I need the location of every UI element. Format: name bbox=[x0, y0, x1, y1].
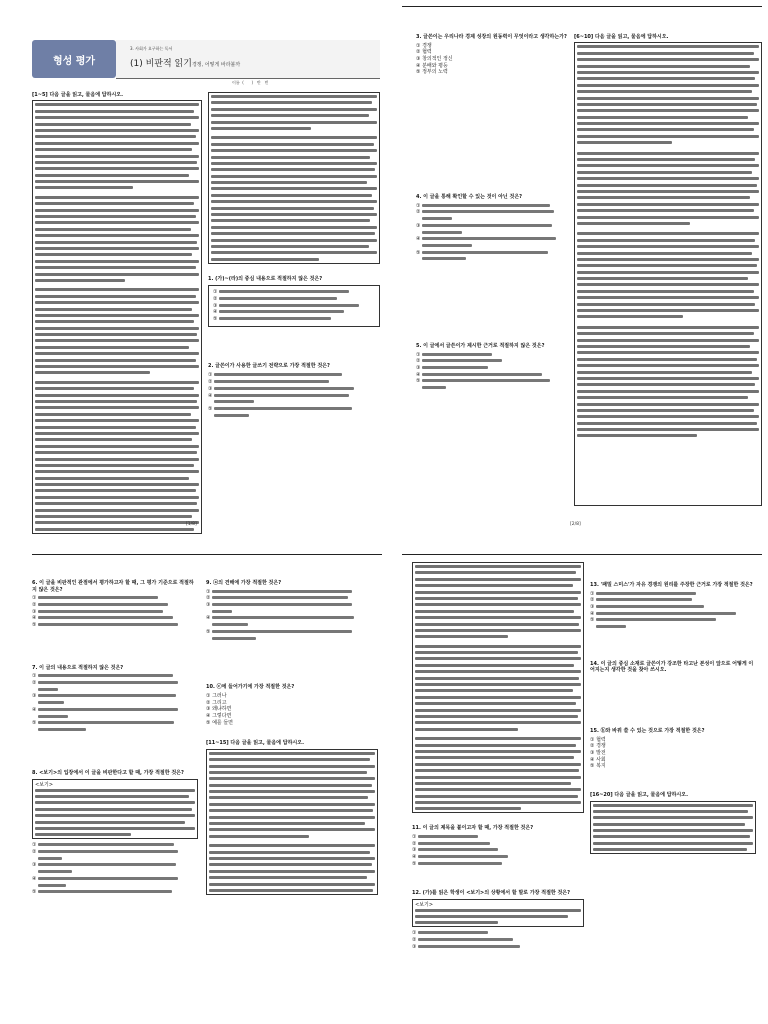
q9-option-5[interactable]: ⑤ bbox=[206, 629, 378, 642]
q11-option-2[interactable]: ② bbox=[412, 841, 584, 848]
question-8-options[interactable] bbox=[32, 842, 198, 896]
question-2: 2. 글쓴이가 사용한 글쓰기 전략으로 가장 적절한 것은? bbox=[208, 362, 330, 369]
q10-option-3[interactable]: ③ 왜냐하면 bbox=[206, 706, 232, 713]
q13-option-5[interactable]: ⑤ bbox=[590, 617, 756, 630]
q15-option-2[interactable]: ② 경쟁 bbox=[590, 743, 606, 750]
question-6: 6. 이 글을 비판적인 관점에서 평가하고자 할 때, 그 평가 기준으로 적절하지 않은 것은? bbox=[32, 580, 194, 593]
header-title-block bbox=[116, 40, 380, 79]
q9-option-3[interactable]: ③ bbox=[206, 602, 378, 615]
q5-option-4[interactable]: ④ bbox=[416, 372, 568, 379]
q3-option-2[interactable]: ② 협력 bbox=[416, 49, 432, 56]
question-3: 3. 글쓴이는 우리나라 경제 성장의 원동력이 무엇이라고 생각하는가? bbox=[416, 34, 567, 40]
q9-option-4[interactable]: ④ bbox=[206, 615, 378, 628]
q7-option-3[interactable]: ③ bbox=[32, 693, 198, 706]
bogi-label: <보기> bbox=[415, 902, 434, 909]
q11-option-5[interactable]: ⑤ bbox=[412, 861, 584, 868]
page3-right-column bbox=[206, 580, 378, 895]
section-instruction: [1~5] 다음 글을 읽고, 물음에 답하시오. bbox=[32, 92, 124, 98]
header-subtitle: 3. 사회가 요구하는 독서 bbox=[130, 46, 173, 51]
q12-option-1[interactable]: ① bbox=[412, 930, 584, 937]
question-12: 12. (가)를 읽은 학생이 <보기>의 상황에서 할 말로 가장 적절한 것은? bbox=[412, 889, 571, 896]
q3-option-4[interactable]: ④ 분배와 평등 bbox=[416, 62, 448, 69]
bogi-box-q12 bbox=[412, 899, 584, 927]
q4-option-3[interactable]: ③ bbox=[416, 223, 568, 236]
passage-box-11-15 bbox=[206, 749, 378, 895]
q7-option-2[interactable]: ② bbox=[32, 680, 198, 693]
page4-right-column bbox=[590, 582, 756, 854]
q13-option-4[interactable]: ④ bbox=[590, 611, 756, 618]
q2-option-2[interactable]: ② bbox=[208, 379, 380, 386]
question-9: 9. ⓐ의 견해에 가장 적절한 것은? bbox=[206, 580, 282, 586]
q1-option-2[interactable]: ② bbox=[213, 296, 375, 303]
question-1-options[interactable] bbox=[208, 285, 380, 327]
question-11: 11. 이 글의 제목을 붙이고자 할 때, 가장 적절한 것은? bbox=[412, 825, 534, 832]
q8-option-3[interactable]: ③ bbox=[32, 862, 198, 875]
q6-option-4[interactable]: ④ bbox=[32, 615, 198, 622]
q3-option-3[interactable]: ③ 창의적인 정신 bbox=[416, 56, 453, 62]
q8-option-4[interactable]: ④ bbox=[32, 876, 198, 889]
question-7-options[interactable] bbox=[32, 673, 198, 733]
header-title bbox=[130, 56, 240, 69]
q2-option-5[interactable]: ⑤ bbox=[208, 406, 380, 419]
passage-box-continued bbox=[412, 562, 584, 813]
q3-option-1[interactable]: ① 경쟁 bbox=[416, 42, 432, 49]
q2-option-3[interactable]: ③ bbox=[208, 386, 380, 393]
q6-option-3[interactable]: ③ bbox=[32, 609, 198, 616]
q6-option-2[interactable]: ② bbox=[32, 602, 198, 609]
q1-option-4[interactable]: ④ bbox=[213, 309, 375, 316]
q4-option-2[interactable]: ② bbox=[416, 209, 568, 222]
q10-option-1[interactable]: ① 그러나 bbox=[206, 692, 227, 699]
question-5-options[interactable] bbox=[416, 352, 568, 392]
question-5: 5. 이 글에서 글쓴이가 제시한 근거로 적절하지 않은 것은? bbox=[416, 343, 545, 350]
question-3-options[interactable] bbox=[416, 43, 568, 77]
page-3 bbox=[0, 548, 388, 1024]
question-12-options[interactable] bbox=[412, 930, 584, 950]
q6-option-5[interactable]: ⑤ bbox=[32, 622, 198, 629]
question-15-options[interactable] bbox=[590, 737, 756, 771]
page3-left-column bbox=[32, 580, 198, 896]
question-4-options[interactable] bbox=[416, 203, 568, 263]
worksheet-header bbox=[32, 40, 380, 78]
q13-option-1[interactable]: ① bbox=[590, 591, 756, 598]
q12-option-2[interactable]: ② bbox=[412, 937, 584, 944]
page1-right-column bbox=[208, 92, 380, 419]
passage-box-6-10 bbox=[574, 42, 762, 506]
question-13: 13. '패밀 스미스'가 자유 경쟁의 원리를 주장한 근거로 가장 적절한 것은? bbox=[590, 582, 753, 588]
q4-option-5[interactable]: ⑤ bbox=[416, 250, 568, 263]
q2-option-1[interactable]: ① bbox=[208, 372, 380, 379]
q12-option-3[interactable]: ③ bbox=[412, 944, 584, 951]
q8-option-2[interactable]: ② bbox=[32, 849, 198, 862]
question-8: 8. <보기>의 입장에서 이 글을 비판한다고 할 때, 가장 적절한 것은? bbox=[32, 769, 184, 776]
q1-option-1[interactable]: ① bbox=[213, 289, 375, 296]
q13-option-2[interactable]: ② bbox=[590, 597, 756, 604]
question-2-options[interactable] bbox=[208, 372, 380, 419]
passage-text-a bbox=[35, 103, 199, 530]
q8-option-5[interactable]: ⑤ bbox=[32, 889, 198, 896]
page2-left-column bbox=[416, 34, 568, 392]
q6-option-1[interactable]: ① bbox=[32, 595, 198, 602]
q5-option-2[interactable]: ② bbox=[416, 358, 568, 365]
q15-option-4[interactable]: ④ 사회 bbox=[590, 756, 606, 763]
page-top-rule bbox=[32, 554, 382, 555]
q15-option-1[interactable]: ① 협력 bbox=[590, 736, 606, 743]
page-top-rule bbox=[402, 6, 762, 7]
q10-option-2[interactable]: ② 그리고 bbox=[206, 699, 227, 706]
page4-left-column bbox=[412, 562, 584, 950]
page1-left-column bbox=[32, 92, 202, 534]
question-4: 4. 이 글을 통해 확인할 수 있는 것이 아닌 것은? bbox=[416, 194, 523, 201]
passage-box-continued bbox=[208, 92, 380, 264]
q8-option-1[interactable]: ① bbox=[32, 842, 198, 849]
q2-option-4[interactable]: ④ bbox=[208, 393, 380, 406]
q11-option-1[interactable]: ① bbox=[412, 834, 584, 841]
question-7: 7. 이 글의 내용으로 적절하지 않은 것은? bbox=[32, 664, 124, 671]
q7-option-1[interactable]: ① bbox=[32, 673, 198, 680]
page-1 bbox=[0, 0, 388, 540]
page-4 bbox=[394, 548, 768, 1024]
question-10: 10. ⓒ에 들어가기에 가장 적절한 것은? bbox=[206, 684, 295, 691]
question-14: 14. 이 글의 중심 소재로 글쓴이가 강조한 타고난 본성이 앞으로 어떻게 이어지는지 생각한 것을 찾아 쓰시오. bbox=[590, 660, 754, 674]
q9-option-2[interactable]: ② bbox=[206, 595, 378, 602]
q11-option-4[interactable]: ④ bbox=[412, 854, 584, 861]
q15-option-5[interactable]: ⑤ 복지 bbox=[590, 763, 606, 770]
bogi-box-q8 bbox=[32, 779, 198, 839]
section-instruction-11-15: [11~15] 다음 글을 읽고, 물음에 답하시오. bbox=[206, 740, 304, 747]
q15-option-3[interactable]: ③ 발전 bbox=[590, 750, 606, 756]
q4-option-1[interactable]: ① bbox=[416, 203, 568, 210]
page-number: [1/8] bbox=[186, 522, 197, 527]
q7-option-4[interactable]: ④ bbox=[32, 707, 198, 720]
question-10-options[interactable] bbox=[206, 693, 378, 727]
q11-option-3[interactable]: ③ bbox=[412, 847, 584, 854]
page-top-rule bbox=[402, 554, 762, 555]
header-title-main: (1) 비판적 읽기 bbox=[130, 59, 192, 69]
q1-option-5[interactable]: ⑤ bbox=[213, 316, 375, 323]
q1-option-3[interactable]: ③ bbox=[213, 303, 375, 310]
q13-option-3[interactable]: ③ bbox=[590, 604, 756, 611]
q5-option-3[interactable]: ③ bbox=[416, 365, 568, 372]
question-1: 1. (가)~(라)의 중심 내용으로 적절하지 않은 것은? bbox=[208, 275, 323, 282]
page-2 bbox=[394, 0, 768, 540]
q5-option-5[interactable]: ⑤ bbox=[416, 378, 568, 391]
q10-option-4[interactable]: ④ 그렇다면 bbox=[206, 712, 232, 719]
header-badge: 형성 평가 bbox=[32, 40, 116, 78]
bogi-label: <보기> bbox=[35, 782, 54, 789]
page-number: [2/8] bbox=[570, 522, 581, 527]
passage-box bbox=[32, 100, 202, 533]
header-title-tail: 경쟁, 어떻게 바라볼까 bbox=[191, 62, 241, 68]
section-instruction-6-10: [6~10] 다음 글을 읽고, 물음에 답하시오. bbox=[574, 34, 669, 40]
question-6-options[interactable] bbox=[32, 595, 198, 629]
question-15: 15. ⓑ와 바꿔 쓸 수 있는 것으로 가장 적절한 것은? bbox=[590, 728, 705, 734]
section-instruction-16-20: [16~20] 다음 글을 읽고, 물음에 답하시오. bbox=[590, 792, 688, 799]
name-row: 이름 ( ) 반 번 bbox=[232, 80, 269, 85]
q3-option-5[interactable]: ⑤ 정부의 노력 bbox=[416, 69, 448, 76]
question-13-options[interactable] bbox=[590, 591, 756, 631]
passage-box-16-20 bbox=[590, 801, 756, 855]
q10-option-5[interactable]: ⑤ 예를 들면 bbox=[206, 719, 233, 726]
question-9-options[interactable] bbox=[206, 589, 378, 643]
q4-option-4[interactable]: ④ bbox=[416, 236, 568, 249]
page2-right-column bbox=[574, 34, 762, 506]
question-11-options[interactable] bbox=[412, 834, 584, 868]
q5-option-1[interactable]: ① bbox=[416, 352, 568, 359]
q7-option-5[interactable]: ⑤ bbox=[32, 720, 198, 733]
page-separator bbox=[0, 540, 768, 548]
q9-option-1[interactable]: ① bbox=[206, 589, 378, 596]
